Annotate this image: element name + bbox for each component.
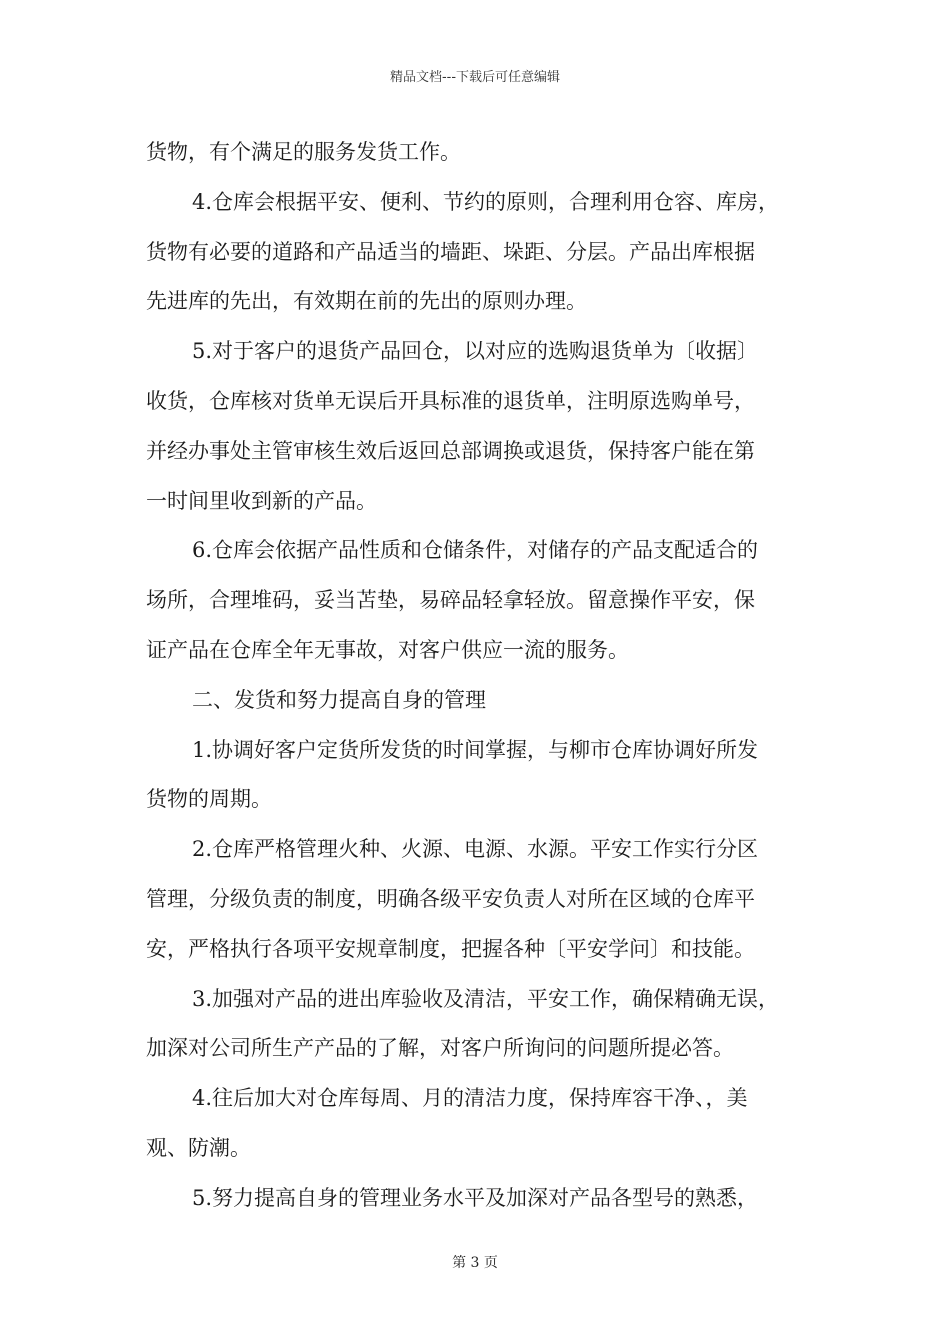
text-line: 4.仓库会根据平安、便利、节约的原则，合理利用仓容、库房， — [192, 189, 780, 214]
text-line: 5.努力提高自身的管理业务水平及加深对产品各型号的熟悉， — [192, 1185, 759, 1210]
text-line: 观、防潮。 — [146, 1135, 251, 1160]
text-line: 收货，仓库核对货单无误后开具标准的退货单，注明原选购单号， — [146, 388, 755, 413]
text-line: 安，严格执行各项平安规章制度，把握各种〔平安学问〕和技能。 — [146, 936, 755, 961]
text-line: 5.对于客户的退货产品回仓，以对应的选购退货单为〔收据〕 — [192, 339, 759, 364]
text-line: 二、发货和努力提高自身的管理 — [192, 687, 486, 712]
text-line: 货物，有个满足的服务发货工作。 — [146, 140, 461, 164]
text-line: 并经办事处主管审核生效后返回总部调换或退货，保持客户能在第 — [146, 438, 755, 463]
document-body — [146, 128, 811, 1224]
text-line: 证产品在仓库全年无事故，对客户供应一流的服务。 — [146, 637, 629, 662]
page-header: 精品文档---下载后可任意编辑 — [389, 70, 561, 85]
text-line: 管理，分级负责的制度，明确各级平安负责人对所在区域的仓库平 — [146, 886, 755, 911]
text-line: 加深对公司所生产产品的了解，对客户所询问的问题所提必答。 — [146, 1036, 734, 1061]
text-line: 场所，合理堆码，妥当苫垫，易碎品轻拿轻放。留意操作平安，保 — [146, 588, 755, 613]
text-line: 6.仓库会依据产品性质和仓储条件，对储存的产品支配适合的 — [192, 538, 759, 563]
text-line: 2.仓库严格管理火种、火源、电源、水源。平安工作实行分区 — [192, 837, 759, 862]
text-line: 1.协调好客户定货所发货的时间掌握，与柳市仓库协调好所发 — [192, 737, 759, 762]
text-line: 货物的周期。 — [146, 787, 272, 812]
text-line: 4.往后加大对仓库每周、月的清洁力度，保持库容干净、，美 — [192, 1086, 748, 1111]
text-line: 货物有必要的道路和产品适当的墙距、垛距、分层。产品出库根据 — [146, 239, 755, 264]
text-line: 一时间里收到新的产品。 — [146, 488, 377, 513]
text-line: 先进库的先出，有效期在前的先出的原则办理。 — [146, 289, 587, 314]
page-number: 第 3 页 — [452, 1255, 498, 1271]
text-line: 3.加强对产品的进出库验收及清洁，平安工作，确保精确无误， — [192, 986, 780, 1011]
